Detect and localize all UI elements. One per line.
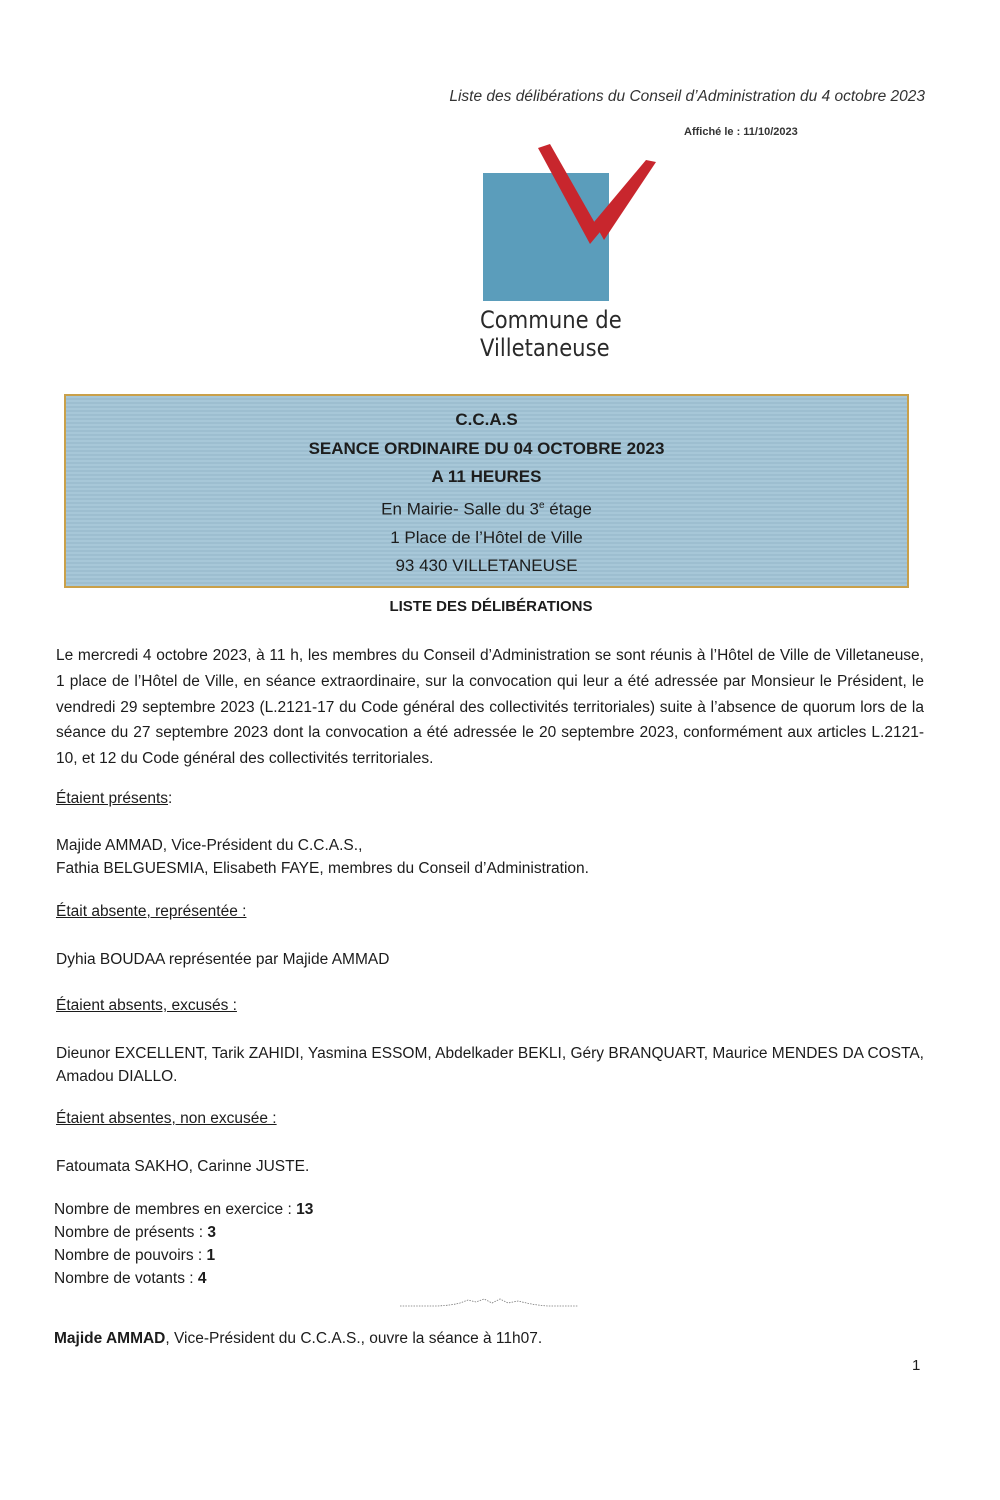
represented-heading: Était absente, représentée : bbox=[56, 903, 247, 920]
intro-paragraph: Le mercredi 4 octobre 2023, à 11 h, les membres du Conseil d’Administration se sont réunis à l’Hôtel de Ville de Villetaneuse, 1 place de l’Hôtel de Ville, en séance extraordinaire, sur la convocation qui leur a été adressée par Monsieur le Président, le vendredi 29 septembre 2023 (L.2121-17 du Code général des collectivités territoriales) suite à l’absence de quorum lors de la séance du 27 septembre 2023 dont la convocation a été adressée le 20 septembre 2023, conformément aux articles L.2121-10, et 12 du Code général des collectivités territoriales. bbox=[56, 647, 924, 768]
stat-voters-label: Nombre de votants : bbox=[54, 1270, 198, 1287]
session-info-box bbox=[64, 394, 909, 588]
opening-text: , Vice-Président du C.C.A.S., ouvre la séance à 11h07. bbox=[165, 1330, 543, 1347]
unexcused-text: Fatoumata SAKHO, Carinne JUSTE. bbox=[56, 1158, 310, 1175]
present-line2: Fathia BELGUESMIA, Elisabeth FAYE, membres du Conseil d’Administration. bbox=[56, 860, 589, 877]
excused-heading: Étaient absents, excusés : bbox=[56, 997, 237, 1014]
unexcused-heading: Étaient absentes, non excusée : bbox=[56, 1110, 277, 1127]
box-room-text: En Mairie- Salle du 3 bbox=[381, 499, 539, 519]
stat-present bbox=[54, 1222, 216, 1245]
box-room-suffix: étage bbox=[544, 499, 592, 519]
commune-logo-text bbox=[480, 306, 622, 362]
page-number: 1 bbox=[912, 1357, 921, 1374]
document-header-title: Liste des délibérations du Conseil d’Administration du 4 octobre 2023 bbox=[449, 88, 925, 105]
present-heading-text: Étaient présents bbox=[56, 790, 169, 807]
box-time: A 11 HEURES bbox=[431, 467, 542, 486]
stat-present-value: 3 bbox=[207, 1224, 216, 1241]
present-line1: Majide AMMAD, Vice-Président du C.C.A.S., bbox=[56, 837, 363, 854]
present-heading bbox=[56, 790, 172, 808]
stat-members bbox=[54, 1199, 313, 1222]
session-opening bbox=[54, 1330, 542, 1348]
stat-present-label: Nombre de présents : bbox=[54, 1224, 208, 1241]
logo-text-line1: Commune de bbox=[480, 306, 622, 334]
logo-text-line2: Villetaneuse bbox=[480, 334, 610, 362]
stat-proxies bbox=[54, 1245, 215, 1268]
list-title: LISTE DES DÉLIBÉRATIONS bbox=[389, 598, 593, 615]
excused-text: Dieunor EXCELLENT, Tarik ZAHIDI, Yasmina ESSOM, Abdelkader BEKLI, Géry BRANQUART, Maurice MENDES DA COSTA, Amadou DIALLO. bbox=[56, 1045, 924, 1085]
separator-flourish bbox=[398, 1296, 580, 1310]
present-list bbox=[56, 834, 924, 880]
represented-text: Dyhia BOUDAA représentée par Majide AMMAD bbox=[56, 951, 390, 968]
box-session: SEANCE ORDINAIRE DU 04 OCTOBRE 2023 bbox=[308, 438, 665, 458]
box-city: 93 430 VILLETANEUSE bbox=[395, 556, 578, 576]
stat-voters-value: 4 bbox=[197, 1270, 207, 1287]
present-heading-colon: : bbox=[168, 790, 173, 807]
stat-voters bbox=[54, 1268, 207, 1291]
box-address: 1 Place de l’Hôtel de Ville bbox=[390, 527, 583, 547]
opening-name: Majide AMMAD bbox=[54, 1330, 166, 1347]
stat-members-label: Nombre de membres en exercice : bbox=[54, 1201, 297, 1218]
stat-members-value: 13 bbox=[296, 1201, 314, 1218]
stat-proxies-value: 1 bbox=[206, 1247, 216, 1264]
stat-proxies-label: Nombre de pouvoirs : bbox=[54, 1247, 207, 1264]
box-org: C.C.A.S bbox=[455, 410, 518, 429]
box-room bbox=[66, 492, 907, 524]
posting-date: Affiché le : 11/10/2023 bbox=[684, 126, 798, 138]
box-room-sup: e bbox=[538, 499, 545, 511]
